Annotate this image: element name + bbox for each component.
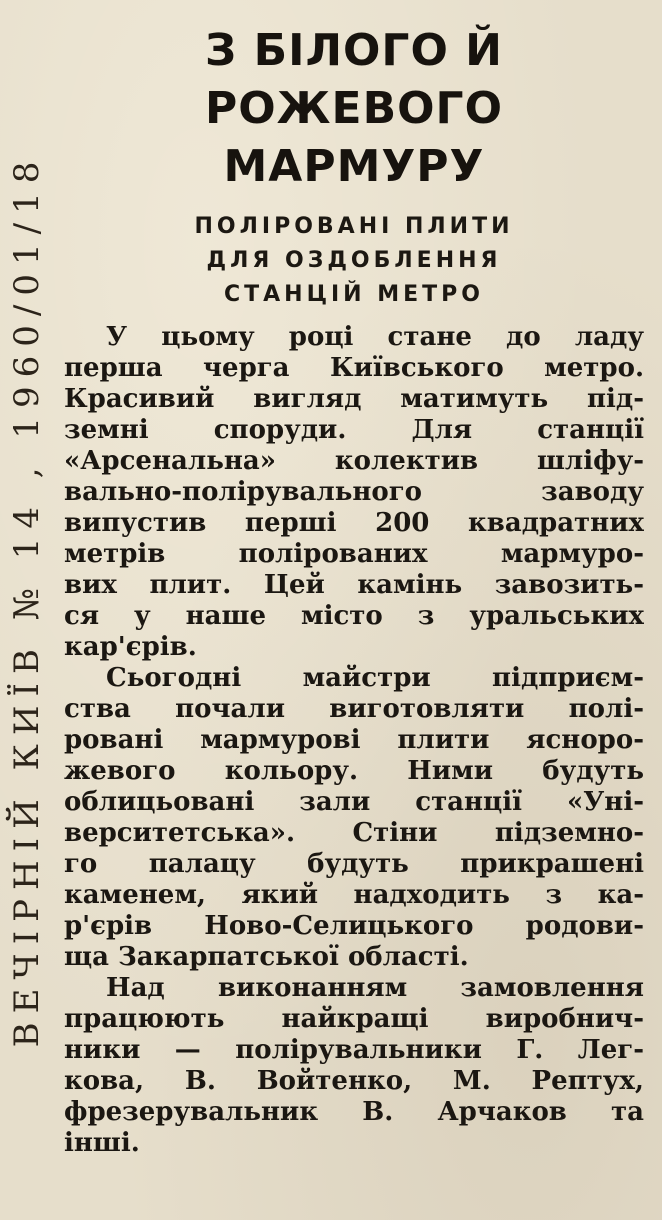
article-paragraph bbox=[64, 973, 644, 1159]
article-line: Над виконанням замовлення bbox=[106, 973, 644, 1003]
subheadline-line-1: ПОЛІРОВАНІ ПЛИТИ bbox=[194, 214, 514, 239]
article-line: «Арсенальна» колектив шліфу- bbox=[64, 446, 644, 476]
subheadline bbox=[64, 210, 644, 312]
subheadline-line-2: ДЛЯ ОЗДОБЛЕННЯ bbox=[206, 248, 502, 273]
article-line: ники — полірувальники Г. Лег- bbox=[64, 1035, 644, 1065]
article-line: кар'єрів. bbox=[64, 632, 197, 662]
article-line: жевого кольору. Ними будуть bbox=[64, 756, 644, 786]
headline-line-2: МАРМУРУ bbox=[223, 141, 485, 192]
article-line: ща Закарпатської області. bbox=[64, 942, 469, 972]
article-line: облицьовані зали станції «Уні- bbox=[64, 787, 644, 817]
article-line: У цьому році стане до ладу bbox=[106, 322, 644, 352]
article-line: р'єрів Ново-Селицького родови- bbox=[64, 911, 644, 941]
article-line: Красивий вигляд матимуть під- bbox=[64, 384, 644, 414]
article-line: фрезерувальник В. Арчаков та bbox=[64, 1097, 644, 1127]
headline-line-1: З БІЛОГО Й РОЖЕВОГО bbox=[204, 25, 504, 134]
article-line: земні споруди. Для станції bbox=[64, 415, 644, 445]
subheadline-line-3: СТАНЦІЙ МЕТРО bbox=[223, 282, 484, 307]
article-line: інші. bbox=[64, 1128, 140, 1158]
archive-stamp bbox=[4, 60, 50, 1140]
headline bbox=[64, 22, 644, 196]
article-line: метрів полірованих мармуро- bbox=[64, 539, 644, 569]
article-line: кова, В. Войтенко, М. Рептух, bbox=[64, 1066, 644, 1096]
article-line: верситетська». Стіни підземно- bbox=[64, 818, 644, 848]
archive-stamp-text: ВЕЧІРНІЙ КИЇВ № 14 , 1960/01/18 bbox=[7, 152, 47, 1048]
article-line: каменем, який надходить з ка- bbox=[64, 880, 644, 910]
article-line: ровані мармурові плити ясноро- bbox=[64, 725, 644, 755]
article-line: вально-полірувального заводу bbox=[64, 477, 644, 507]
article-line: працюють найкращі виробнич- bbox=[64, 1004, 644, 1034]
article-line: Сьогодні майстри підприєм- bbox=[106, 663, 644, 693]
article-line: вих плит. Цей камінь завозить- bbox=[64, 570, 644, 600]
article-paragraph bbox=[64, 663, 644, 973]
article-line: випустив перші 200 квадратних bbox=[64, 508, 644, 538]
article-line: перша черга Київського метро. bbox=[64, 353, 644, 383]
article-line: ся у наше місто з уральських bbox=[64, 601, 644, 631]
article-line: ства почали виготовляти полі- bbox=[64, 694, 644, 724]
article bbox=[64, 22, 644, 1159]
article-paragraph bbox=[64, 322, 644, 663]
article-line: го палацу будуть прикрашені bbox=[64, 849, 644, 879]
article-body bbox=[64, 322, 644, 1159]
